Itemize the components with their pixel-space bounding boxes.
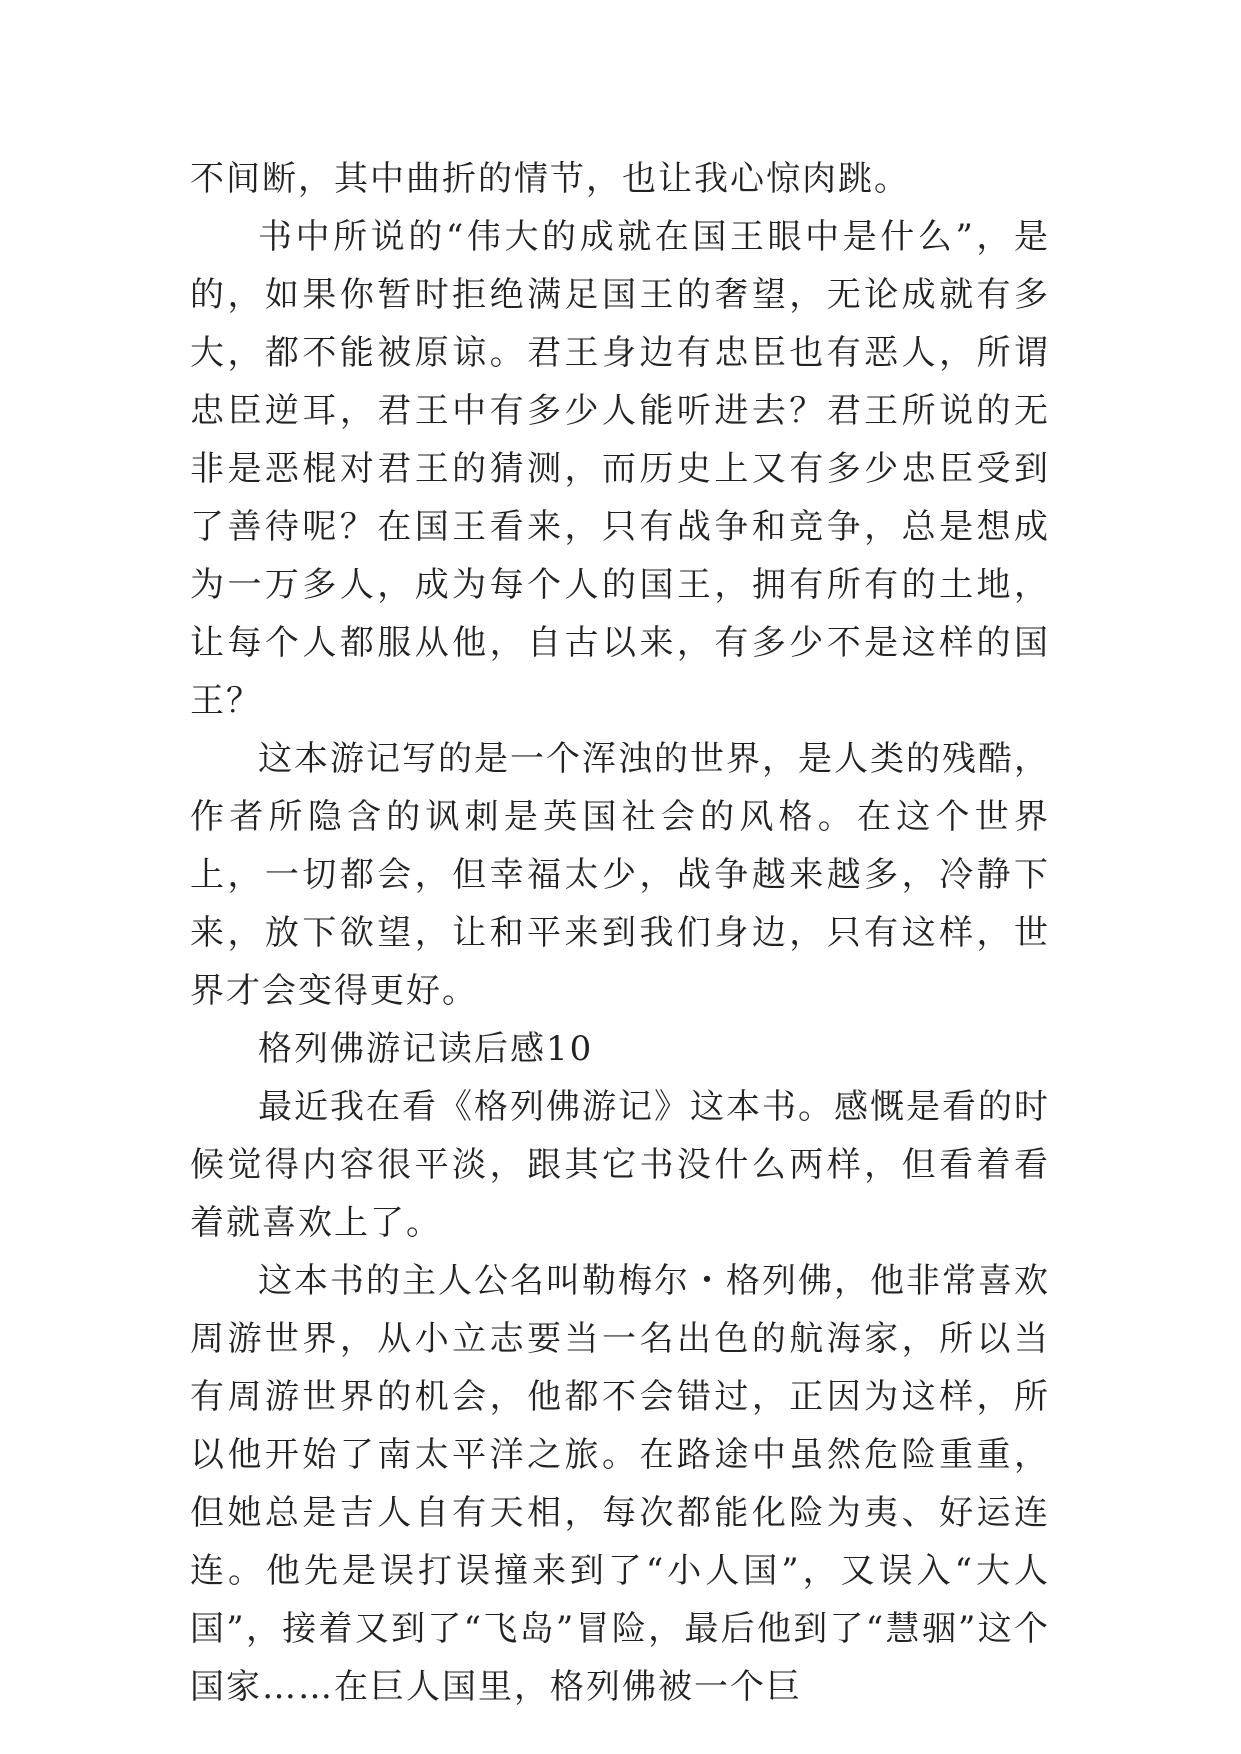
section-heading: 格列佛游记读后感10 bbox=[258, 1029, 594, 1069]
paragraph-5: 这本书的主人公名叫勒梅尔・格列佛，他非常喜欢周游世界，从小立志要当一名出色的航海家，所以当有周游世界的机会，他都不会错过，正因为这样，所以他开始了南太平洋之旅。在路途中虽然危险重重，但她总是吉人自有天相，每次都能化险为夷、好运连连。他先是误打误撞来到了“小人国”，又误入“大人国”，接着又到了“飞岛”冒险，最后他到了“慧骃”这个国家……在巨人国里，格列佛被一个巨 bbox=[190, 1261, 1050, 1707]
paragraph-2: 书中所说的“伟大的成就在国王眼中是什么”，是的，如果你暂时拒绝满足国王的奢望，无论成就有多大，都不能被原谅。君王身边有忠臣也有恶人，所谓忠臣逆耳，君王中有多少人能听进去？君王所说的无非是恶棍对君王的猜测，而历史上又有多少忠臣受到了善待呢？在国王看来，只有战争和竞争，总是想成为一万多人，成为每个人的国王，拥有所有的土地，让每个人都服从他，自古以来，有多少不是这样的国王？ bbox=[190, 217, 1050, 721]
paragraph-4: 最近我在看《格列佛游记》这本书。感慨是看的时候觉得内容很平淡，跟其它书没什么两样，但看着看着就喜欢上了。 bbox=[190, 1087, 1050, 1243]
document-body bbox=[190, 150, 1050, 1716]
paragraph-1: 不间断，其中曲折的情节，也让我心惊肉跳。 bbox=[190, 159, 910, 199]
paragraph-3: 这本游记写的是一个浑浊的世界，是人类的残酷，作者所隐含的讽刺是英国社会的风格。在这个世界上，一切都会，但幸福太少，战争越来越多，冷静下来，放下欲望，让和平来到我们身边，只有这样，世界才会变得更好。 bbox=[190, 739, 1050, 1011]
